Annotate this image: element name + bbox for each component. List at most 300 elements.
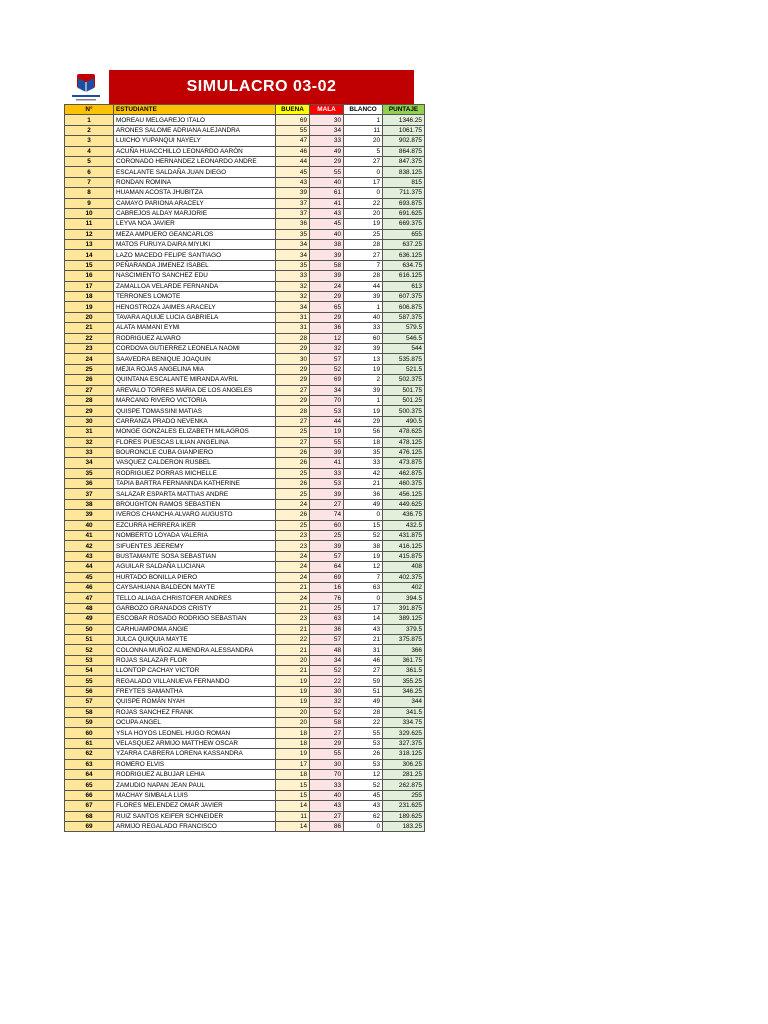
mala-count: 53 [310, 406, 344, 416]
student-name: PEÑARANDA JIMENEZ ISABEL [114, 260, 276, 270]
mala-count: 69 [310, 375, 344, 385]
table-row [65, 198, 425, 208]
buena-count: 15 [276, 790, 310, 800]
buena-count: 18 [276, 728, 310, 738]
buena-count: 18 [276, 738, 310, 748]
puntaje-score: 327.375 [383, 738, 425, 748]
blanco-count: 5 [344, 146, 383, 156]
table-row [65, 208, 425, 218]
table-row [65, 375, 425, 385]
blanco-count: 44 [344, 281, 383, 291]
mala-count: 40 [310, 790, 344, 800]
puntaje-score: 847.375 [383, 156, 425, 166]
buena-count: 20 [276, 655, 310, 665]
buena-count: 36 [276, 219, 310, 229]
buena-count: 22 [276, 634, 310, 644]
student-name: LEYVA NOA JAVIER [114, 219, 276, 229]
mala-count: 43 [310, 208, 344, 218]
mala-count: 16 [310, 582, 344, 592]
table-row [65, 655, 425, 665]
table-row [65, 541, 425, 551]
blanco-count: 42 [344, 468, 383, 478]
buena-count: 69 [276, 115, 310, 125]
student-name: AGUILAR SALDAÑA LUCIANA [114, 562, 276, 572]
row-number: 17 [65, 281, 114, 291]
blanco-count: 14 [344, 614, 383, 624]
mala-count: 39 [310, 541, 344, 551]
buena-count: 30 [276, 354, 310, 364]
student-name: RODRIGUEZ ALVARO [114, 333, 276, 343]
puntaje-score: 637.25 [383, 240, 425, 250]
blanco-count: 52 [344, 531, 383, 541]
buena-count: 20 [276, 707, 310, 717]
blanco-count: 19 [344, 364, 383, 374]
buena-count: 18 [276, 770, 310, 780]
puntaje-score: 864.875 [383, 146, 425, 156]
blanco-count: 39 [344, 385, 383, 395]
puntaje-score: 391.875 [383, 603, 425, 613]
student-name: TAVARA AQUIJE LUCIA GABRIELA [114, 312, 276, 322]
student-name: ROMERO ELVIS [114, 759, 276, 769]
blanco-count: 0 [344, 167, 383, 177]
row-number: 10 [65, 208, 114, 218]
puntaje-score: 478.125 [383, 437, 425, 447]
mala-count: 58 [310, 718, 344, 728]
row-number: 69 [65, 821, 114, 831]
buena-count: 24 [276, 562, 310, 572]
mala-count: 39 [310, 271, 344, 281]
blanco-count: 22 [344, 718, 383, 728]
blanco-count: 15 [344, 520, 383, 530]
row-number: 23 [65, 343, 114, 353]
blanco-count: 17 [344, 177, 383, 187]
student-name: EZCURRA HERRERA IKER [114, 520, 276, 530]
puntaje-score: 815 [383, 177, 425, 187]
table-row [65, 229, 425, 239]
row-number: 2 [65, 125, 114, 135]
row-number: 19 [65, 302, 114, 312]
row-number: 9 [65, 198, 114, 208]
buena-count: 23 [276, 541, 310, 551]
buena-count: 28 [276, 333, 310, 343]
student-name: QUISPE ROMÁN NYAH [114, 697, 276, 707]
student-name: LAZO MACEDO FELIPE SANTIAGO [114, 250, 276, 260]
student-name: TERRONES LOMOTE [114, 292, 276, 302]
row-number: 28 [65, 395, 114, 405]
table-row [65, 686, 425, 696]
puntaje-score: 634.75 [383, 260, 425, 270]
table-row [65, 499, 425, 509]
buena-count: 34 [276, 240, 310, 250]
student-name: MOREAU MELGAREJO ITALO [114, 115, 276, 125]
table-row [65, 582, 425, 592]
student-name: RODRIGUEZ PORRAS MICHELLE [114, 468, 276, 478]
row-number: 47 [65, 593, 114, 603]
mala-count: 29 [310, 312, 344, 322]
blanco-count: 62 [344, 811, 383, 821]
blanco-count: 38 [344, 541, 383, 551]
row-number: 38 [65, 499, 114, 509]
table-row [65, 240, 425, 250]
student-name: OCUPA ANGEL [114, 718, 276, 728]
mala-count: 44 [310, 416, 344, 426]
buena-count: 26 [276, 479, 310, 489]
puntaje-score: 355.25 [383, 676, 425, 686]
mala-count: 33 [310, 780, 344, 790]
mala-count: 45 [310, 219, 344, 229]
puntaje-score: 636.125 [383, 250, 425, 260]
puntaje-score: 431.875 [383, 531, 425, 541]
puntaje-score: 183.25 [383, 821, 425, 831]
blanco-count: 7 [344, 260, 383, 270]
puntaje-score: 655 [383, 229, 425, 239]
student-name: CAMAYO PARIONA ARACELY [114, 198, 276, 208]
puntaje-score: 341.5 [383, 707, 425, 717]
puntaje-score: 460.375 [383, 479, 425, 489]
school-logo [64, 70, 108, 104]
student-name: HURTADO BONILLA PIERO [114, 572, 276, 582]
buena-count: 26 [276, 510, 310, 520]
table-row [65, 260, 425, 270]
buena-count: 32 [276, 292, 310, 302]
puntaje-score: 606.875 [383, 302, 425, 312]
row-number: 14 [65, 250, 114, 260]
buena-count: 11 [276, 811, 310, 821]
mala-count: 52 [310, 364, 344, 374]
mala-count: 64 [310, 562, 344, 572]
table-row [65, 416, 425, 426]
row-number: 41 [65, 531, 114, 541]
mala-count: 63 [310, 614, 344, 624]
row-number: 60 [65, 728, 114, 738]
blanco-count: 21 [344, 479, 383, 489]
mala-count: 34 [310, 655, 344, 665]
mala-count: 57 [310, 354, 344, 364]
student-name: ESCOBAR ROSADO RODRIGO SEBASTIAN [114, 614, 276, 624]
row-number: 56 [65, 686, 114, 696]
buena-count: 21 [276, 582, 310, 592]
buena-count: 14 [276, 821, 310, 831]
blanco-count: 7 [344, 572, 383, 582]
table-row [65, 354, 425, 364]
buena-count: 15 [276, 780, 310, 790]
table-row [65, 510, 425, 520]
row-number: 67 [65, 801, 114, 811]
buena-count: 28 [276, 406, 310, 416]
table-row [65, 697, 425, 707]
mala-count: 30 [310, 686, 344, 696]
table-row [65, 292, 425, 302]
table-row [65, 520, 425, 530]
mala-count: 70 [310, 770, 344, 780]
row-number: 63 [65, 759, 114, 769]
row-number: 4 [65, 146, 114, 156]
puntaje-score: 281.25 [383, 770, 425, 780]
buena-count: 27 [276, 416, 310, 426]
blanco-count: 20 [344, 136, 383, 146]
table-row [65, 156, 425, 166]
puntaje-score: 462.875 [383, 468, 425, 478]
student-name: ALATA MAMANI EYMI [114, 323, 276, 333]
table-row [65, 427, 425, 437]
buena-count: 25 [276, 520, 310, 530]
table-row [65, 707, 425, 717]
blanco-count: 19 [344, 551, 383, 561]
puntaje-score: 402.375 [383, 572, 425, 582]
table-row [65, 811, 425, 821]
mala-count: 22 [310, 676, 344, 686]
puntaje-score: 231.625 [383, 801, 425, 811]
mala-count: 19 [310, 427, 344, 437]
blanco-count: 33 [344, 323, 383, 333]
puntaje-score: 449.625 [383, 499, 425, 509]
table-row [65, 676, 425, 686]
table-row [65, 489, 425, 499]
blanco-count: 22 [344, 198, 383, 208]
buena-count: 21 [276, 645, 310, 655]
blanco-count: 39 [344, 343, 383, 353]
puntaje-score: 361.5 [383, 666, 425, 676]
blanco-count: 27 [344, 666, 383, 676]
mala-count: 55 [310, 437, 344, 447]
row-number: 61 [65, 738, 114, 748]
puntaje-score: 1346.25 [383, 115, 425, 125]
student-name: NASCIMIENTO SANCHEZ EDU [114, 271, 276, 281]
table-row [65, 271, 425, 281]
blanco-count: 2 [344, 375, 383, 385]
student-name: CAYSAHUANA BALDEON MAYTE [114, 582, 276, 592]
mala-count: 49 [310, 146, 344, 156]
buena-count: 46 [276, 146, 310, 156]
table-row [65, 188, 425, 198]
table-row [65, 759, 425, 769]
mala-count: 12 [310, 333, 344, 343]
row-number: 49 [65, 614, 114, 624]
table-row [65, 167, 425, 177]
student-name: FREYTES SAMANTHA [114, 686, 276, 696]
mala-count: 39 [310, 489, 344, 499]
buena-count: 24 [276, 499, 310, 509]
row-number: 16 [65, 271, 114, 281]
buena-count: 25 [276, 468, 310, 478]
student-name: ROJAS SANCHEZ FRANK [114, 707, 276, 717]
mala-count: 40 [310, 229, 344, 239]
blanco-count: 0 [344, 821, 383, 831]
mala-count: 34 [310, 125, 344, 135]
table-row [65, 395, 425, 405]
row-number: 8 [65, 188, 114, 198]
puntaje-score: 502.375 [383, 375, 425, 385]
blanco-count: 17 [344, 603, 383, 613]
buena-count: 35 [276, 260, 310, 270]
student-name: MACHAY SIMBALA LUIS [114, 790, 276, 800]
mala-count: 58 [310, 260, 344, 270]
blanco-count: 0 [344, 510, 383, 520]
mala-count: 74 [310, 510, 344, 520]
table-row [65, 666, 425, 676]
buena-count: 19 [276, 749, 310, 759]
row-number: 33 [65, 447, 114, 457]
puntaje-score: 366 [383, 645, 425, 655]
row-number: 68 [65, 811, 114, 821]
buena-count: 39 [276, 188, 310, 198]
puntaje-score: 408 [383, 562, 425, 572]
row-number: 42 [65, 541, 114, 551]
puntaje-score: 394.5 [383, 593, 425, 603]
table-row [65, 177, 425, 187]
blanco-count: 19 [344, 219, 383, 229]
mala-count: 43 [310, 801, 344, 811]
mala-count: 34 [310, 385, 344, 395]
blanco-count: 45 [344, 790, 383, 800]
buena-count: 29 [276, 395, 310, 405]
mala-count: 27 [310, 811, 344, 821]
mala-count: 30 [310, 759, 344, 769]
row-number: 25 [65, 364, 114, 374]
buena-count: 23 [276, 531, 310, 541]
student-name: JULCA QUIQUIA MAYTE [114, 634, 276, 644]
puntaje-score: 402 [383, 582, 425, 592]
buena-count: 34 [276, 250, 310, 260]
student-name: RODRIGUEZ ALBUJAR LEHIA [114, 770, 276, 780]
mala-count: 32 [310, 343, 344, 353]
blanco-count: 63 [344, 582, 383, 592]
mala-count: 41 [310, 198, 344, 208]
blanco-count: 18 [344, 437, 383, 447]
student-name: RUIZ SANTOS KEIFER SCHNEIDER [114, 811, 276, 821]
buena-count: 29 [276, 375, 310, 385]
buena-count: 14 [276, 801, 310, 811]
col-header-puntaje: PUNTAJE [383, 105, 425, 115]
mala-count: 70 [310, 395, 344, 405]
buena-count: 25 [276, 427, 310, 437]
puntaje-score: 501.25 [383, 395, 425, 405]
puntaje-score: 535.875 [383, 354, 425, 364]
puntaje-score: 456.125 [383, 489, 425, 499]
student-name: SALAZAR ESPARTA MATTIAS ANDRE [114, 489, 276, 499]
table-row [65, 437, 425, 447]
table-row [65, 738, 425, 748]
table-row [65, 562, 425, 572]
table-row [65, 645, 425, 655]
student-name: FLORES PUESCAS LILIAN ANGELINA [114, 437, 276, 447]
table-row [65, 406, 425, 416]
puntaje-score: 416.125 [383, 541, 425, 551]
mala-count: 39 [310, 447, 344, 457]
puntaje-score: 379.5 [383, 624, 425, 634]
col-header-blanco: BLANCO [344, 105, 383, 115]
table-row [65, 718, 425, 728]
student-name: YSLA HOYOS LEONEL HUGO ROMAN [114, 728, 276, 738]
blanco-count: 53 [344, 759, 383, 769]
row-number: 27 [65, 385, 114, 395]
student-name: TELLO ALIAGA CHRISTOFER ANDRES [114, 593, 276, 603]
table-row [65, 780, 425, 790]
page-title [109, 70, 414, 104]
mala-count: 52 [310, 666, 344, 676]
student-name: BROUGHTON RAMOS SEBASTIEN [114, 499, 276, 509]
table-row [65, 385, 425, 395]
blanco-count: 28 [344, 240, 383, 250]
mala-count: 36 [310, 323, 344, 333]
puntaje-score: 500.375 [383, 406, 425, 416]
table-row [65, 302, 425, 312]
table-header-row [65, 105, 425, 115]
blanco-count: 20 [344, 208, 383, 218]
student-name: CORDOVA GUTIERREZ LEONELA NAOMI [114, 343, 276, 353]
puntaje-score: 521.5 [383, 364, 425, 374]
puntaje-score: 691.625 [383, 208, 425, 218]
table-row [65, 624, 425, 634]
student-name: BOURONCLE CUBA GIANPIERO [114, 447, 276, 457]
student-name: COLONNA MUÑOZ ALMENDRA ALESSANDRA [114, 645, 276, 655]
row-number: 48 [65, 603, 114, 613]
buena-count: 31 [276, 312, 310, 322]
student-name: ZAMUDIO NAPAN JEAN PAUL [114, 780, 276, 790]
table-row [65, 572, 425, 582]
buena-count: 19 [276, 676, 310, 686]
student-name: ARMIJO REGALADO FRANCISCO [114, 821, 276, 831]
puntaje-score: 436.75 [383, 510, 425, 520]
row-number: 65 [65, 780, 114, 790]
student-name: LLONTOP CACHAY VICTOR [114, 666, 276, 676]
buena-count: 21 [276, 603, 310, 613]
mala-count: 60 [310, 520, 344, 530]
student-name: IVEROS CHANCHA ALVARO AUGUSTO [114, 510, 276, 520]
student-name: TAPIA BARTRA FERNANNDA KATHERINE [114, 479, 276, 489]
puntaje-score: 669.375 [383, 219, 425, 229]
student-name: HUAMAN ACOSTA JHUBITZA [114, 188, 276, 198]
mala-count: 76 [310, 593, 344, 603]
student-name: QUISPE TOMASSINI MATIAS [114, 406, 276, 416]
row-number: 26 [65, 375, 114, 385]
row-number: 51 [65, 634, 114, 644]
puntaje-score: 838.125 [383, 167, 425, 177]
table-row [65, 634, 425, 644]
blanco-count: 49 [344, 499, 383, 509]
row-number: 52 [65, 645, 114, 655]
mala-count: 24 [310, 281, 344, 291]
table-row [65, 614, 425, 624]
puntaje-score: 902.875 [383, 136, 425, 146]
row-number: 58 [65, 707, 114, 717]
row-number: 40 [65, 520, 114, 530]
student-name: BUSTAMANTE SOSA SEBASTIAN [114, 551, 276, 561]
table-row [65, 479, 425, 489]
student-name: RONDAN ROMINA [114, 177, 276, 187]
blanco-count: 43 [344, 624, 383, 634]
puntaje-score: 189.625 [383, 811, 425, 821]
puntaje-score: 616.125 [383, 271, 425, 281]
mala-count: 52 [310, 707, 344, 717]
row-number: 36 [65, 479, 114, 489]
puntaje-score: 344 [383, 697, 425, 707]
student-name: CABREJOS ALDAY MARJORIE [114, 208, 276, 218]
blanco-count: 55 [344, 728, 383, 738]
table-row [65, 790, 425, 800]
mala-count: 25 [310, 531, 344, 541]
puntaje-score: 579.5 [383, 323, 425, 333]
mala-count: 40 [310, 177, 344, 187]
row-number: 59 [65, 718, 114, 728]
table-body [65, 115, 425, 832]
table-row [65, 468, 425, 478]
table-row [65, 770, 425, 780]
buena-count: 27 [276, 437, 310, 447]
row-number: 1 [65, 115, 114, 125]
puntaje-score: 587.375 [383, 312, 425, 322]
row-number: 11 [65, 219, 114, 229]
